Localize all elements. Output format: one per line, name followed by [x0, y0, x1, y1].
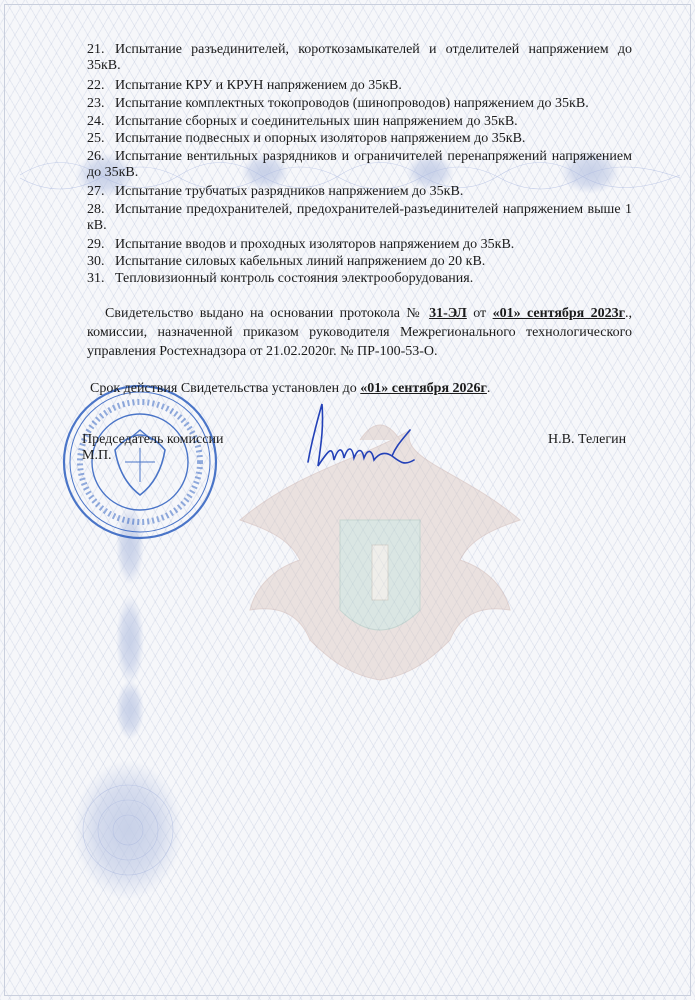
stamp-label: М.П. — [82, 448, 112, 463]
list-item — [87, 184, 632, 200]
item-number: 22. — [87, 78, 105, 93]
validity-suffix: . — [486, 381, 491, 396]
issued-paragraph — [87, 304, 632, 361]
protocol-date: «01» сентября 2023г — [492, 306, 626, 321]
list-item — [87, 271, 632, 287]
validity-date: «01» сентября 2026г — [360, 381, 487, 396]
list-item — [87, 131, 632, 147]
list-item — [87, 114, 632, 130]
item-text: Испытание вводов и проходных изоляторов напряжением до 35кВ. — [115, 237, 515, 252]
item-number: 21. — [87, 42, 105, 57]
list-item — [87, 96, 632, 112]
item-text: Испытание КРУ и КРУН напряжением до 35кВ. — [115, 78, 402, 93]
item-number: 28. — [87, 202, 105, 217]
item-text: Испытание разъединителей, короткозамыкателей и отделителей напряжением до 35кВ. — [87, 42, 632, 73]
item-number: 25. — [87, 131, 105, 146]
protocol-number: 31-ЭЛ — [429, 306, 467, 321]
validity-prefix: Срок действия Свидетельства установлен до — [90, 381, 357, 396]
signatory-role: Председатель комиссии — [82, 432, 224, 447]
list-item — [87, 202, 632, 234]
issued-prefix: Свидетельство выдано на основании протокола — [105, 306, 401, 321]
item-text: Испытание сборных и соединительных шин напряжением до 35кВ. — [115, 114, 518, 129]
item-text: Испытание вентильных разрядников и ограничителей перенапряжений напряжением до 35кВ. — [87, 149, 632, 180]
item-text: Тепловизионный контроль состояния электрооборудования. — [115, 271, 474, 286]
issued-rest: ., комиссии, назначенной приказом руководителя Межрегионального технологического управления Ростехнадзора от 21.02.2020г. № ПР-100-53-О. — [87, 306, 633, 359]
item-number: 27. — [87, 184, 105, 199]
signatory-name: Н.В. Телегин — [548, 432, 627, 447]
list-item — [87, 78, 632, 94]
validity-line — [90, 381, 490, 397]
item-number: 23. — [87, 96, 105, 111]
item-number: 26. — [87, 149, 105, 164]
item-text: Испытание подвесных и опорных изоляторов напряжением до 35кВ. — [115, 131, 526, 146]
item-number: 30. — [87, 254, 105, 269]
item-number: 29. — [87, 237, 105, 252]
list-item — [87, 42, 632, 74]
item-text: Испытание комплектных токопроводов (шинопроводов) напряжением до 35кВ. — [115, 96, 589, 111]
list-item — [87, 254, 632, 270]
list-item — [87, 149, 632, 181]
item-text: Испытание силовых кабельных линий напряжением до 20 кВ. — [115, 254, 486, 269]
protocol-from-label: от — [473, 306, 487, 321]
item-text: Испытание трубчатых разрядников напряжением до 35кВ. — [115, 184, 464, 199]
list-item — [87, 237, 632, 253]
item-number: 24. — [87, 114, 105, 129]
protocol-number-label: № — [406, 306, 423, 321]
item-text: Испытание предохранителей, предохранителей-разъединителей напряжением выше 1 кВ. — [87, 202, 632, 233]
item-number: 31. — [87, 271, 105, 286]
